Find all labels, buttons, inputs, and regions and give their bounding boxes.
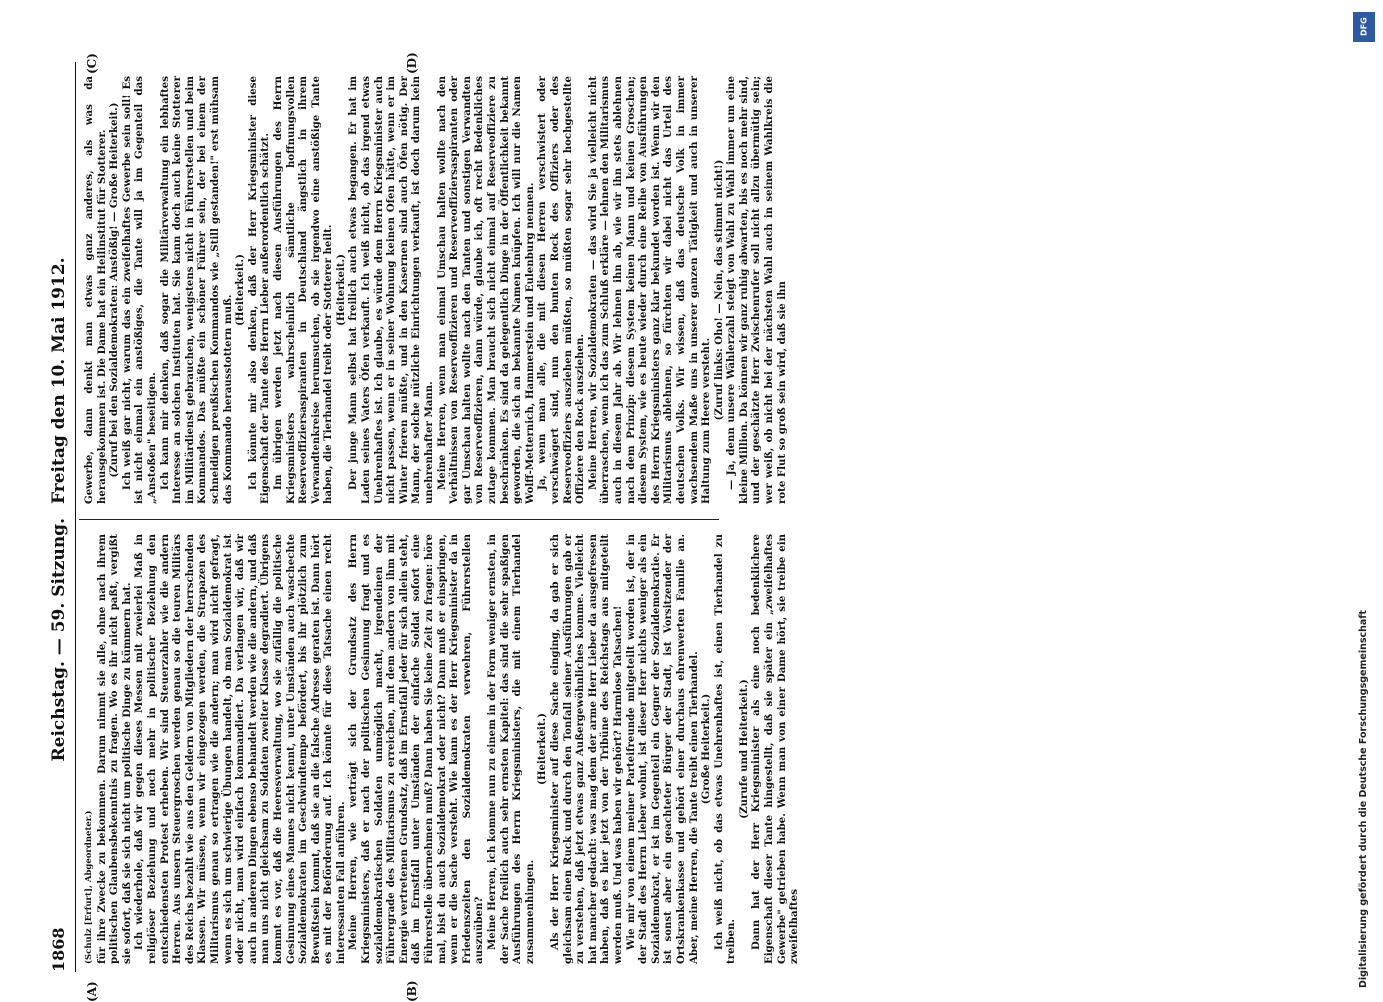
page-header bbox=[45, 62, 76, 972]
right-column bbox=[83, 76, 788, 504]
margin-marker-a: (A) bbox=[85, 981, 99, 1002]
paragraph: Der junge Mann selbst hat freilich auch etwas begangen. Er hat im Laden seines Vaters Öfen verkauft. Ich weiß nicht, ob das irgend etwas Unehrenhaftes ist. Ich glaube, es würde dem Herrn Kriegsminister auch nicht passen, wenn er in seiner Wohnung keinen Ofen hätte, wenn er im Winter frieren müßte, und in den Kasernen sind auch Öfen nötig. Der Mann, der solche nützliche Einrichtungen verkauft, ist doch darum kein unehrenhafter Mann. bbox=[347, 76, 435, 504]
paragraph: Meine Herren, wir Sozialdemokraten — das wird Sie ja vielleicht nicht überraschen, wenn ich das zum Schluß erkläre — lehnen den Militarismus auch in diesem Jahr ab. Wir lehnen ihn ab, wie wir ihn stets ablehnen nach dem Prinzip: diesem System keinen Mann und keinen Groschen; diesem System, wie es heute wieder durch eine Reihe von Ausführungen des Herrn Kriegsministers ganz klar bekundet worden ist. Wenn wir den Militarismus ablehnen, so fürchten wir dabei nicht das Urteil des deutschen Volks. Wir wissen, daß das deutsche Volk in immer wachsendem Maße uns in unserer ganzen Tätigkeit und auch in unserer Haltung zum Heere versteht. bbox=[587, 76, 713, 504]
paragraph: Ich weiß nicht, ob das etwas Unehrenhaftes ist, einen Tierhandel zu treiben. bbox=[713, 534, 738, 964]
margin-marker-c: (C) bbox=[85, 53, 99, 74]
interjection: (Zurufe und Heiterkeit.) bbox=[738, 534, 751, 964]
interjection: (Zuruf links: Oho! — Nein, das stimmt nicht!) bbox=[713, 76, 726, 504]
column-divider bbox=[79, 519, 719, 520]
rotated-page bbox=[45, 62, 725, 972]
paragraph: Ich weiß gar nicht, warum das ein zweifelhaftes Gewerbe sein soll! Es ist nicht einmal ein anstößiges, die Tante will ja im Gegenteil das „Anstoßen" beseitigen. bbox=[121, 76, 159, 504]
margin-marker-d: (D) bbox=[405, 52, 419, 74]
paragraph: Wie mir von einem meiner Parteifreunde mitgeteilt worden ist, der in der Stadt des Herrn Lieber wohnt, ist dieser Herr nichts weniger als ein Sozialdemokrat, er ist im Gegenteil ein Gegner der Sozialdemokratie. Er ist sonst aber ein geachteter Bürger der Stadt, ist Vorsitzender der Ortskrankenkasse und gehört einer durchaus ehrenwerten Familie an. Aber, meine Herren, die Tante treibt einen Tierhandel. bbox=[625, 534, 701, 964]
paragraph: Meine Herren, wenn man einmal Umschau halten wollte nach den Verhältnissen von Reserveoffizieren und Reserveoffiziersaspiranten oder gar Umschau halten wollte nach den Tanten und sonstigen Verwandten von Reserveoffizieren, dann würde, glaube ich, oft recht Bedenkliches zutage kommen. Man braucht sich nicht einmal auf Reserveoffiziere zu beschränken. Es sind da gelegentlich Dinge in der Öffentlichkeit bekannt geworden, die sich an bekannte Namen knüpfen. Ich will nur die Namen Wolff-Metternich, Hammerstein und Eulenburg nennen. bbox=[436, 76, 537, 504]
speaker-attribution: (Schulz [Erfurt], Abgeordneter.) bbox=[83, 534, 96, 964]
session-title: Reichstag. — 59. Sitzung. bbox=[49, 512, 69, 972]
interjection: (Große Heiterkeit.) bbox=[700, 534, 713, 964]
digitization-credit bbox=[1352, 12, 1382, 992]
interjection: (Heiterkeit.) bbox=[536, 534, 549, 964]
margin-marker-b: (B) bbox=[405, 981, 419, 1002]
session-date: Freitag den 10. Mai 1912. bbox=[49, 257, 69, 504]
paragraph: Im übrigen werden jetzt nach diesen Ausführungen des Herrn Kriegsministers wahrscheinlich sämtliche hoffnungsvollen Reserveoffiziersaspiranten in Deutschland ängstlich in ihrem Verwandtenkreise herumsuchen, ob sie irgendwo eine anstößige Tante haben, die Tierhandel treibt oder Stotterer heilt. bbox=[272, 76, 335, 504]
paragraph: — Ja, denn unsere Wählerzahl steigt von Wahl zu Wahl immer um eine kleine Million. Da können wir ganz ruhig abwarten, bis es noch mehr sind, und der geschätzte Herr Zwischenrufer soll nicht allzu übermütig sein; wer weiß, ob nicht bei der nächsten Wahl auch in seinem Wahlkreis die rote Flut so groß sein wird, daß sie ihn bbox=[725, 76, 788, 504]
paragraph: Ja, wenn man alle, die mit diesen Herren verschwistert oder verschwägert sind, nun den bunten Rock des Offiziers oder des Reserveoffiziers ausziehen müßten, so müßten sogar sehr hochgestellte Offiziere den Rock ausziehen. bbox=[536, 76, 586, 504]
interjection: (Heiterkeit.) bbox=[335, 76, 348, 504]
paragraph: Meine Herren, wie verträgt sich der Grundsatz des Herrn Kriegsministers, daß er nach der politischen Gesinnung fragt und es sozialdemokratischen Soldaten unmöglich macht, irgendeinen der Führergrade des Militarismus zu erreichen, mit dem andern von ihm mit Energie vertretenen Grundsatz, daß im Ernstfall jeder für sich allein steht, daß im Ernstfall unter Umständen der einfache Soldat sofort eine Führerstelle übernehmen muß? Dann haben Sie keine Zeit zu fragen: höre mal, bist du auch Sozialdemokrat oder nicht? Dann muß er einspringen, wenn er die Sache versteht. Wie kann es der Herr Kriegsminister da in Friedenszeiten den Sozialdemokraten verwehren, Führerstellen auszuüben? bbox=[347, 534, 486, 964]
paragraph: Ich wiederhole, daß wir gegen dieses Messen mit zweierlei Maß in religiöser Beziehung und noch mehr in politischer Beziehung den entschiedensten Protest erheben. Wir sind Steuerzahler wie die andern Herren. Aus unsern Steuergroschen werden genau so die teuren Militärs des Reichs bezahlt wie aus den Geldern von Mitgliedern der herrschenden Klassen. Wir müssen, wenn wir eingezogen werden, die Strapazen des Militarismus genau so ertragen wie die andern; man wird nicht gefragt, wenn es sich um schwierige Übungen handelt, ob man Sozialdemokrat ist oder nicht, man wird einfach kommandiert. Da verlangen wir, daß wir auch in anderen Dingen ebenso behandelt werden wie die andern, und daß man uns nicht gleichsam zu Soldaten zweiter Klasse degradiert. Übrigens kommt es vor, daß die Heeresverwaltung, wo sie zufällig die politische Gesinnung eines Mannes nicht kennt, unter Umständen auch waschechte Sozialdemokraten im Geschwindtempo befördert, bis ihr plötzlich zum Bewußtsein kommt, daß sie an die falsche Adresse geraten ist. Dann hört es mit der Beförderung auf. Ich könnte für diese Tatsache einen recht interessanten Fall anführen. bbox=[133, 534, 347, 964]
paragraph: Ich kann mir denken, daß sogar die Militärverwaltung ein lebhaftes Interesse an solchen Instituten hat. Sie kann doch auch keine Stotterer im Militärdienst gebrauchen, wenigstens nicht in Führerstellen und beim Kommandos. Das müßte ein schöner Führer sein, der bei einem der schneidigen preußischen Kommandos wie „Still gestanden!" erst mühsam das Kommando herausstottern muß. bbox=[159, 76, 235, 504]
paragraph: Als der Herr Kriegsminister auf diese Sache einging, da gab er sich gleichsam einen Ruck und durch den Tonfall seiner Ausführungen gab er zu verstehen, daß jetzt etwas ganz Außergewöhnliches komme. Vielleicht hat mancher gedacht: was mag dem der arme Herr Lieber da ausgefressen haben, daß es hier jetzt von der Tribüne des Reichstags aus mitgeteilt werden muß. Und was haben wir gehört? Harmlose Tatsachen! bbox=[549, 534, 625, 964]
credit-text: Digitalisierung gefördert durch die Deutsche Forschungsgemeinschaft bbox=[1358, 28, 1369, 988]
interjection: (Heiterkeit.) bbox=[234, 76, 247, 504]
paragraph: für ihre Zwecke zu bekommen. Darum nimmt sie alle, ohne nach ihrem politischen Glaubensbekenntnis zu fragen. Wo es ihr nicht paßt, vergißt sie sofort, daß sie sich nicht um politische Dinge zu kümmern hat. bbox=[96, 534, 134, 964]
dfg-logo: DFG bbox=[1353, 12, 1375, 42]
paragraph: Dann hat der Herr Kriegsminister als eine noch bedenklichere Eigenschaft dieser Tante hingestellt, daß sie später ein „zweifelhaftes Gewerbe" getrieben habe. Wenn man von einer Dame hört, sie treibe ein zweifelhaftes bbox=[750, 534, 800, 964]
paragraph: Ich könnte mir also denken, daß der Herr Kriegsminister diese Eigenschaft der Tante des Herrn Lieber außerordentlich schätzt. bbox=[247, 76, 272, 504]
page-number: 1868 bbox=[49, 927, 68, 972]
interjection: (Zuruf bei den Sozialdemokraten: Anstößig! — Große Heiterkeit.) bbox=[108, 76, 121, 504]
left-column bbox=[83, 534, 801, 964]
paragraph: Meine Herren, ich komme nun zu einem in der Form weniger ernsten, in der Sache freilich auch sehr ernsten Kapitel: das sind die sehr spaßigen Ausführungen des Herrn Kriegsministers, die mit einem Tierhandel zusammenhingen. bbox=[486, 534, 536, 964]
paragraph: Gewerbe, dann denkt man etwas ganz anderes, als was da herausgekommen ist. Die Dame hat ein Heilinstitut für Stotterer. bbox=[83, 76, 108, 504]
